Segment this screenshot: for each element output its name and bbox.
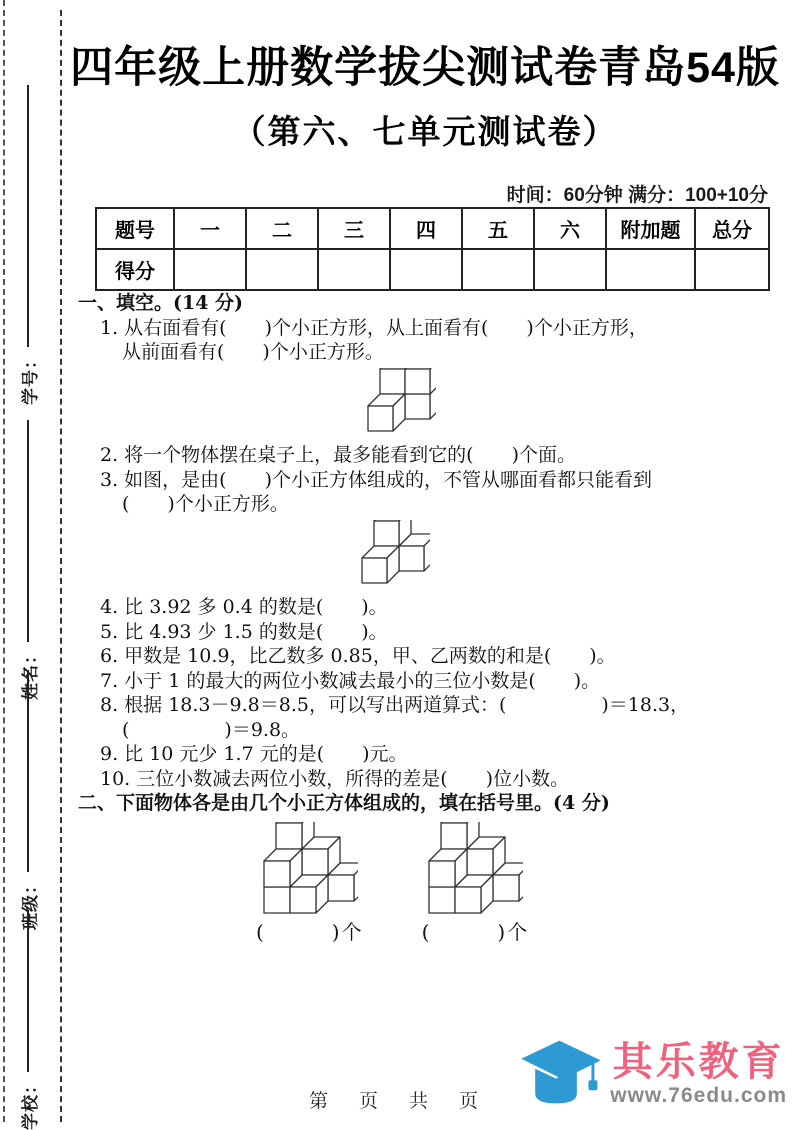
question-10-line: 10. 三位小数减去两位小数，所得的差是( )位小数。	[100, 767, 570, 790]
sidebar-field-name	[14, 420, 42, 700]
question-4-line: 4. 比 3.92 多 0.4 的数是( )。	[100, 596, 388, 618]
question-3-line-2: ( )个小正方形。	[122, 493, 289, 515]
school-blank-line	[27, 910, 29, 1072]
score-label: 得分	[96, 249, 174, 290]
name-label: 姓名：	[20, 646, 40, 700]
student-number-blank-line	[27, 85, 29, 347]
student-number-label: 学号：	[20, 351, 40, 405]
score-cell	[318, 249, 390, 290]
section1-heading: 一、填空。(14 分)	[78, 292, 244, 314]
question-3-cube-figure	[360, 520, 772, 593]
page-subtitle: （第六、七单元测试卷）	[232, 113, 618, 150]
question-number-label: 题号	[96, 208, 174, 249]
class-label: 班级：	[20, 876, 40, 930]
page-title: 四年级上册数学拔尖测试卷青岛54版	[70, 44, 780, 92]
question-6-line: 6. 甲数是 10.9，比乙数多 0.85，甲、乙两数的和是( )。	[100, 645, 616, 667]
score-table-score-row	[96, 249, 769, 290]
score-cell	[246, 249, 318, 290]
section2-figures-row	[256, 822, 772, 945]
graduation-cap-icon	[518, 1032, 604, 1116]
question-9-line: 9. 比 10 元少 1.7 元的是( )元。	[100, 743, 408, 765]
question-8-line-1: 8. 根据 18.3－9.8＝8.5，可以写出两道算式：( )＝18.3，	[100, 694, 690, 716]
score-cell	[462, 249, 534, 290]
publisher-name: 其乐教育	[612, 1040, 785, 1084]
question-body	[78, 291, 772, 944]
exam-info: 时间：60分钟 满分：100+10分	[506, 185, 768, 206]
column-five: 五	[462, 208, 534, 249]
question-7-line: 7. 小于 1 的最大的两位小数减去最小的三位小数是( )。	[100, 669, 601, 692]
score-cell	[174, 249, 246, 290]
score-table-header-row	[96, 208, 769, 249]
column-one: 一	[174, 208, 246, 249]
question-2-line: 2. 将一个物体摆在桌子上，最多能看到它的( )个面。	[100, 444, 576, 466]
column-three: 三	[318, 208, 390, 249]
column-total: 总分	[695, 208, 769, 249]
question-1-line-1: 1. 从右面看有( )个小正方形，从上面看有( )个小正方形，	[100, 316, 648, 339]
question-3-line-1: 3. 如图，是由( )个小正方体组成的，不管从哪面看都只能看到	[100, 468, 652, 491]
column-extra-credit: 附加题	[606, 208, 695, 249]
score-cell	[695, 249, 769, 290]
score-cell	[390, 249, 462, 290]
publisher-logo-text	[610, 1040, 787, 1108]
school-label: 学校：	[20, 1076, 40, 1130]
page-edge-dashed-line	[3, 0, 5, 1122]
sidebar-field-student-number	[14, 85, 42, 405]
section2-heading: 二、下面物体各是由几个小正方体组成的，填在括号里。(4 分)	[78, 792, 610, 814]
publisher-logo	[518, 1032, 787, 1116]
name-blank-line	[27, 420, 29, 642]
column-two: 二	[246, 208, 318, 249]
section2-figure-left	[256, 822, 364, 945]
binding-dashed-line	[60, 10, 62, 1122]
sidebar-field-class	[14, 670, 42, 930]
page-number-footer: 第 页 共 页	[308, 1090, 484, 1112]
score-cell	[534, 249, 606, 290]
question-5-line: 5. 比 4.93 少 1.5 的数是( )。	[100, 620, 388, 643]
section2-left-answer-blank: ( )个	[256, 919, 364, 944]
score-table	[95, 207, 770, 291]
column-six: 六	[534, 208, 606, 249]
section2-right-answer-blank: ( )个	[421, 919, 530, 944]
question-1-line-2: 从前面看有( )个小正方形。	[122, 341, 384, 363]
question-1-cube-figure	[366, 368, 772, 441]
class-blank-line	[27, 670, 29, 872]
question-8-line-2: ( )＝9.8。	[122, 718, 301, 741]
section2-figure-right	[422, 822, 530, 945]
score-cell	[606, 249, 695, 290]
column-four: 四	[390, 208, 462, 249]
publisher-url: www.76edu.com	[610, 1084, 787, 1107]
